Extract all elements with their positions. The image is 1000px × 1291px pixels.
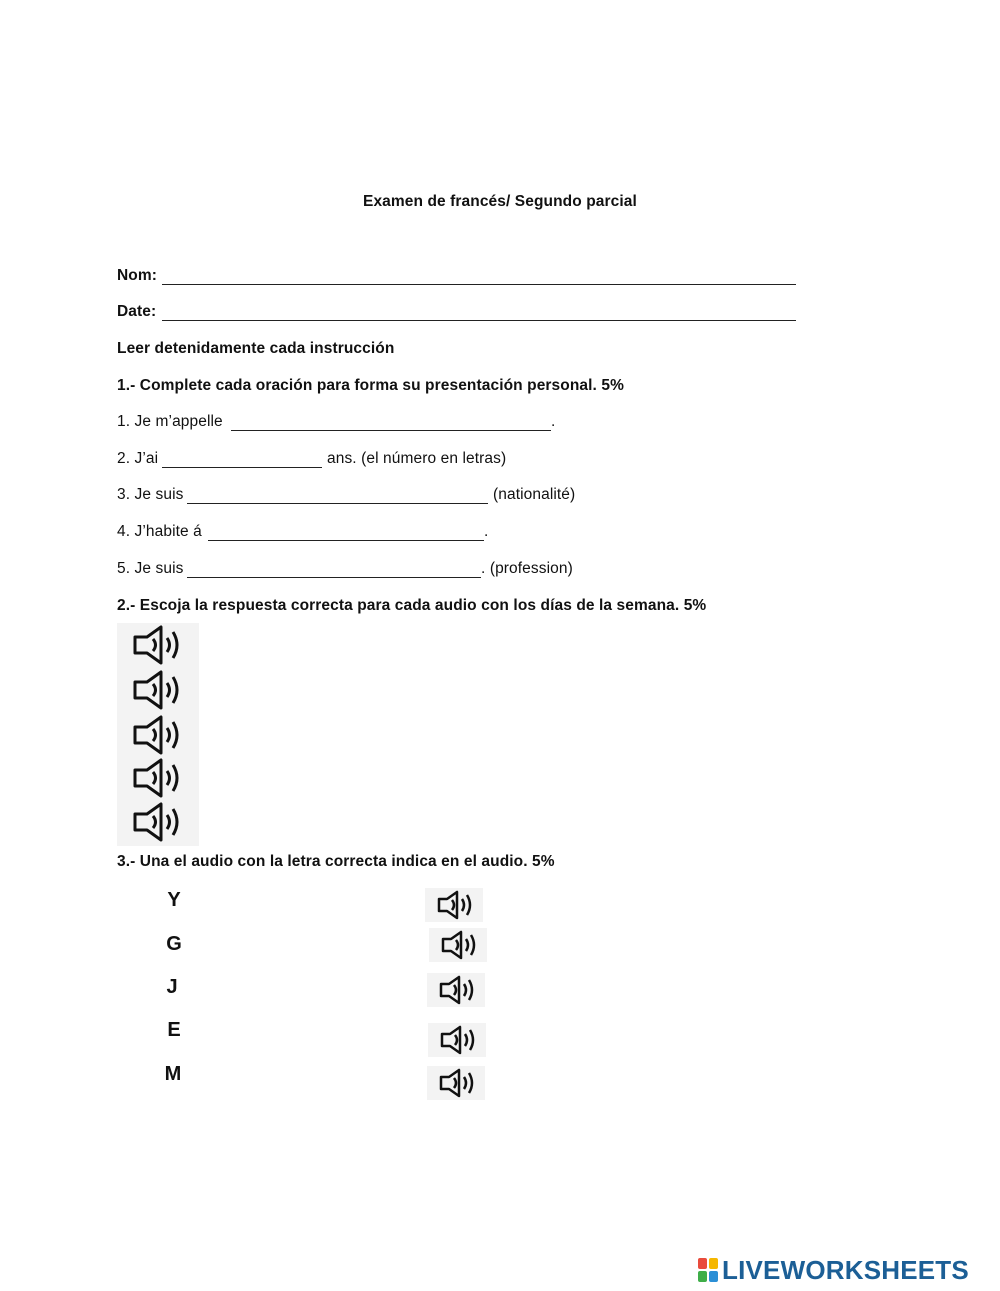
item5-suffix: . (profession): [481, 560, 573, 577]
letter-m[interactable]: M: [164, 1063, 182, 1085]
item3-suffix: (nationalité): [493, 486, 576, 503]
item2-input[interactable]: [162, 467, 322, 468]
speaker-icon[interactable]: [428, 1023, 486, 1057]
logo-mark-icon: [698, 1258, 720, 1282]
letter-e[interactable]: E: [167, 1019, 181, 1041]
item1-input[interactable]: [231, 430, 551, 431]
section3-heading: 3.- Una el audio con la letra correcta indica en el audio. 5%: [117, 853, 555, 870]
date-label: Date:: [117, 303, 157, 320]
section2-heading: 2.- Escoja la respuesta correcta para cada audio con los días de la semana. 5%: [117, 597, 707, 614]
speaker-icon[interactable]: [131, 668, 183, 712]
item3-input[interactable]: [187, 503, 488, 504]
item1-suffix: .: [551, 413, 556, 430]
logo-text: LIVEWORKSHEETS: [722, 1254, 969, 1285]
letter-y[interactable]: Y: [167, 889, 181, 911]
page-title: Examen de francés/ Segundo parcial: [363, 193, 637, 210]
item2-prefix: 2. J’ai: [117, 450, 159, 467]
instruction-text: Leer detenidamente cada instrucción: [117, 340, 395, 357]
item4-input[interactable]: [208, 540, 484, 541]
speaker-icon[interactable]: [131, 756, 183, 800]
item4-prefix: 4. J’habite á: [117, 523, 202, 540]
date-input[interactable]: [162, 320, 796, 321]
item4-suffix: .: [484, 523, 489, 540]
speaker-icon[interactable]: [427, 1066, 485, 1100]
speaker-icon[interactable]: [425, 888, 483, 922]
speaker-icon[interactable]: [131, 800, 183, 844]
item5-input[interactable]: [187, 577, 481, 578]
letter-g[interactable]: G: [166, 933, 182, 955]
item5-prefix: 5. Je suis: [117, 560, 184, 577]
speaker-icon[interactable]: [131, 623, 183, 667]
speaker-icon[interactable]: [131, 713, 183, 757]
speaker-icon[interactable]: [429, 928, 487, 962]
item1-prefix: 1. Je m’appelle: [117, 413, 223, 430]
speaker-icon[interactable]: [427, 973, 485, 1007]
audio-list: [117, 623, 199, 846]
letter-j[interactable]: J: [166, 976, 178, 998]
item2-suffix: ans. (el número en letras): [327, 450, 507, 467]
liveworksheets-logo: [698, 1255, 969, 1285]
name-input[interactable]: [162, 284, 796, 285]
name-label: Nom:: [117, 267, 158, 284]
section1-heading: 1.- Complete cada oración para forma su presentación personal. 5%: [117, 377, 624, 394]
item3-prefix: 3. Je suis: [117, 486, 184, 503]
